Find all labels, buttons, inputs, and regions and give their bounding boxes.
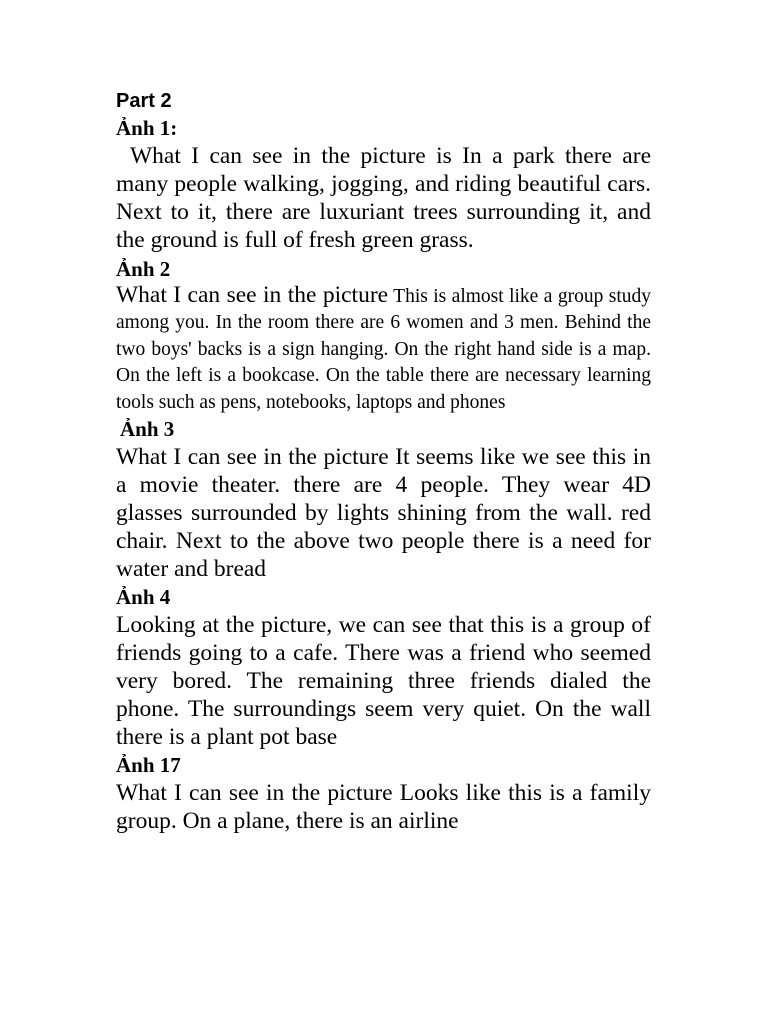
section-2 (116, 255, 651, 415)
section-heading: Ảnh 4 (116, 585, 171, 610)
section-paragraph: What I can see in the picture is In a park there are many people walking, jogging, and riding beautiful cars. Next to it, there are luxuriant trees surrounding it, and the ground is full of fresh green grass. (116, 143, 651, 253)
section-4 (116, 583, 651, 751)
section-heading: Ảnh 17 (116, 753, 181, 778)
section-heading: Ảnh 2 (116, 257, 171, 281)
section-paragraph: What I can see in the picture Looks like this is a family group. On a plane, there is an airline (116, 780, 651, 835)
paragraph-lead-in: What I can see in the picture (116, 282, 389, 308)
section-heading: Ảnh 3 (120, 417, 175, 442)
paragraph-body: This is almost like a group study among you. In the room there are 6 women and 3 men. Behind the two boys' backs is a sign hanging. On the right hand side is a map. On the left is a bookcase. On the table there are necessary learning tools such as pens, notebooks, laptops and phones (116, 286, 651, 413)
document-page (116, 88, 651, 835)
section-paragraph: What I can see in the picture It seems like we see this in a movie theater. there are 4 people. They wear 4D glasses surrounded by lights shining from the wall. red chair. Next to the above two people there is a need for water and bread (116, 444, 651, 583)
part-title: Part 2 (116, 90, 172, 112)
section-heading: Ảnh 1: (116, 116, 178, 140)
section-paragraph: Looking at the picture, we can see that this is a group of friends going to a cafe. There was a friend who seemed very bored. The remaining three friends dialed the phone. The surroundings seem very quiet. On the wall there is a plant pot base (116, 612, 651, 751)
section-5 (116, 751, 651, 835)
section-1 (116, 114, 651, 254)
section-paragraph (116, 283, 651, 415)
section-3 (116, 415, 651, 583)
